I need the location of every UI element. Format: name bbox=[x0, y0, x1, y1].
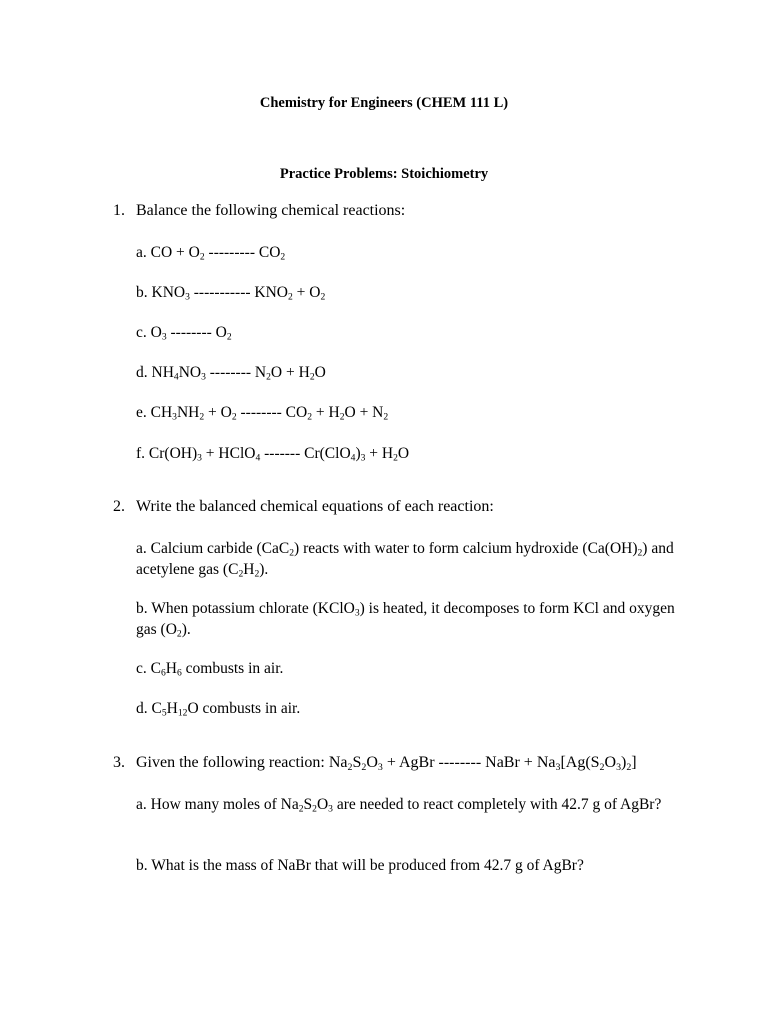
question-2-item-a: a. Calcium carbide (CaC$_2$) reacts with water to form calcium hydroxide $(Ca(OH)_2)$ and acetylene gas $(C_2H_2)$. bbox=[136, 540, 674, 580]
question-3-text: Given the following reaction: $Na_2S_2O_3$ + AgBr -------- NaBr + $Na_3[Ag(S_2O_3)_2]$ bbox=[136, 754, 637, 773]
question-1-item-b: b. $KNO_3$ ----------- $KNO_2 + O_2$ bbox=[136, 284, 326, 303]
question-2-item-b: b. When potassium chlorate (KClO$_3$) is heated, it decomposes to form KCl and oxygen gas $(O_2)$. bbox=[136, 600, 675, 640]
question-1-text: Balance the following chemical reactions: bbox=[136, 202, 406, 219]
question-1-item-c: c. $O_3$ -------- $O_2$ bbox=[136, 324, 232, 343]
question-1-number: 1. bbox=[113, 202, 125, 219]
question-3-item-a: a. How many moles of $Na_2S_2O_3$ are needed to react completely with 42.7 g of AgBr? bbox=[136, 796, 662, 815]
question-3-item-b: b. What is the mass of NaBr that will be produced from 42.7 g of AgBr? bbox=[136, 857, 584, 874]
question-3-number: 3. bbox=[113, 754, 125, 771]
question-1-item-a: a. CO + $O_2$ --------- $CO_2$ bbox=[136, 244, 286, 263]
question-2-number: 2. bbox=[113, 498, 125, 515]
document-subtitle: Practice Problems: Stoichiometry bbox=[279, 166, 489, 182]
document-title: Chemistry for Engineers (CHEM 111 L) bbox=[259, 95, 509, 111]
question-1-item-f: f. $Cr(OH)_3$ + HClO$_4$ ------- $Cr(ClO_4)_3 + H_2O$ bbox=[136, 445, 410, 464]
question-2-text: Write the balanced chemical equations of each reaction: bbox=[136, 498, 494, 515]
question-2-item-c: c. $C_6H_6$ combusts in air. bbox=[136, 660, 284, 679]
question-1-item-d: d. $NH_4NO_3$ -------- $N_2O + H_2O$ bbox=[136, 364, 326, 383]
question-1-item-e: e. $CH_3NH_2 + O_2$ -------- $CO_2 + H_2O + N_2$ bbox=[136, 404, 389, 423]
question-2-item-d: d. $C_5H_{12}O$ combusts in air. bbox=[136, 700, 301, 719]
